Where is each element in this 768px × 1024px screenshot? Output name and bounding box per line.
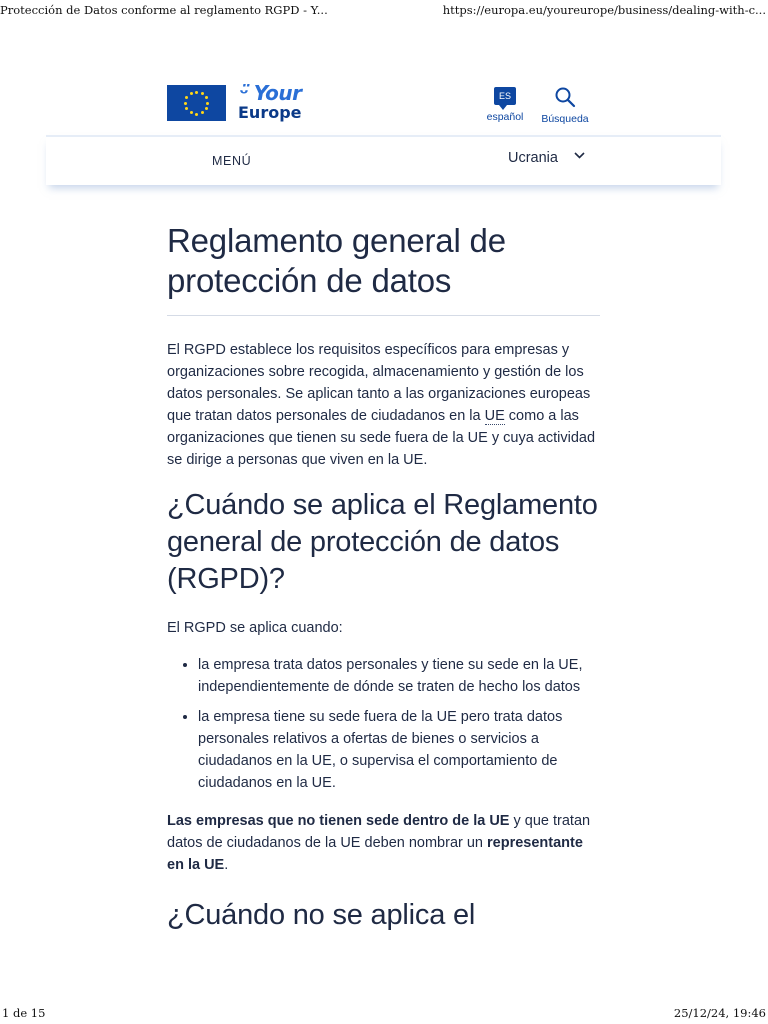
star-icon: [201, 92, 204, 95]
print-page-title: Protección de Datos conforme al reglamento RGPD - Y...: [0, 3, 328, 17]
list-item: • la empresa tiene su sede fuera de la UE pero trata datos personales relativos a ofertas de bienes o servicios a ciudadanos en la UE, o supervisa el comportamiento de ciudadanos en la UE.: [198, 706, 600, 794]
print-header: [0, 0, 768, 20]
page-title: Reglamento general de protección de datos: [167, 222, 506, 299]
star-icon: [184, 102, 187, 105]
note-text: y que tratan datos de ciudadanos de la UE deben nombrar un: [167, 813, 591, 851]
search-icon: [554, 86, 576, 108]
site-header: [167, 80, 600, 130]
note-bold-companies: Las empresas que no tienen sede dentro de la UE: [167, 813, 510, 829]
note-period: .: [224, 857, 229, 873]
country-value: Ucrania: [508, 150, 558, 166]
representative-note: [167, 810, 600, 876]
star-icon: [195, 91, 198, 94]
title-divider: [167, 315, 600, 316]
language-code: ES: [498, 91, 511, 101]
your-europe-logo[interactable]: [238, 82, 302, 122]
smile-icon: ᵕ̈: [238, 81, 254, 105]
language-label: español: [486, 111, 524, 123]
star-icon: [195, 113, 198, 116]
logo-europe: Europe: [238, 103, 302, 122]
star-icon: [206, 102, 209, 105]
star-icon: [190, 92, 193, 95]
logo-your-text: Your: [253, 81, 302, 105]
search-button[interactable]: [537, 86, 593, 125]
applies-list: [167, 654, 600, 794]
note-bold-representative: representante en la UE: [167, 835, 583, 873]
star-icon: [205, 107, 208, 110]
star-icon: [185, 107, 188, 110]
intro-paragraph: [167, 339, 600, 471]
list-item: • la empresa trata datos personales y tiene su sede en la UE, independientemente de dónde se traten de hecho los datos: [198, 654, 600, 698]
country-select[interactable]: [508, 150, 585, 166]
article: [167, 221, 600, 934]
star-icon: [185, 96, 188, 99]
speech-bubble-icon: [494, 87, 516, 105]
eu-flag[interactable]: [167, 85, 226, 121]
star-icon: [190, 111, 193, 114]
nav-bar: [46, 135, 721, 185]
chevron-down-icon: [574, 152, 585, 159]
applies-intro: El RGPD se aplica cuando:: [167, 620, 343, 636]
page-number: 1 de 15: [2, 1006, 46, 1020]
print-page-url: https://europa.eu/youreurope/business/dealing-with-c...: [442, 3, 766, 17]
section-heading-not-applies: ¿Cuándo no se aplica el: [167, 899, 476, 931]
search-label: Búsqueda: [541, 113, 589, 125]
intro-text-start: El RGPD establece los requisitos específicos para empresas y organizaciones sobre recogida, almacenamiento y gestión de los datos personales. Se aplican tanto a las organizaciones europeas que tratan datos personales de ciudadanos en la: [167, 342, 591, 424]
star-icon: [201, 111, 204, 114]
section-heading-applies: ¿Cuándo se aplica el Reglamento general de protección de datos (RGPD)?: [167, 489, 598, 595]
print-datetime: 25/12/24, 19:46: [673, 1006, 766, 1020]
logo-your: [238, 82, 302, 104]
language-button[interactable]: [479, 86, 531, 123]
print-footer: [0, 1004, 768, 1024]
intro-text-end: como a las organizaciones que tienen su sede fuera de la UE y cuya actividad se dirige a personas que viven en la UE.: [167, 408, 596, 468]
menu-button[interactable]: MENÚ: [212, 154, 252, 168]
star-icon: [205, 96, 208, 99]
ue-abbreviation[interactable]: UE: [484, 408, 505, 424]
